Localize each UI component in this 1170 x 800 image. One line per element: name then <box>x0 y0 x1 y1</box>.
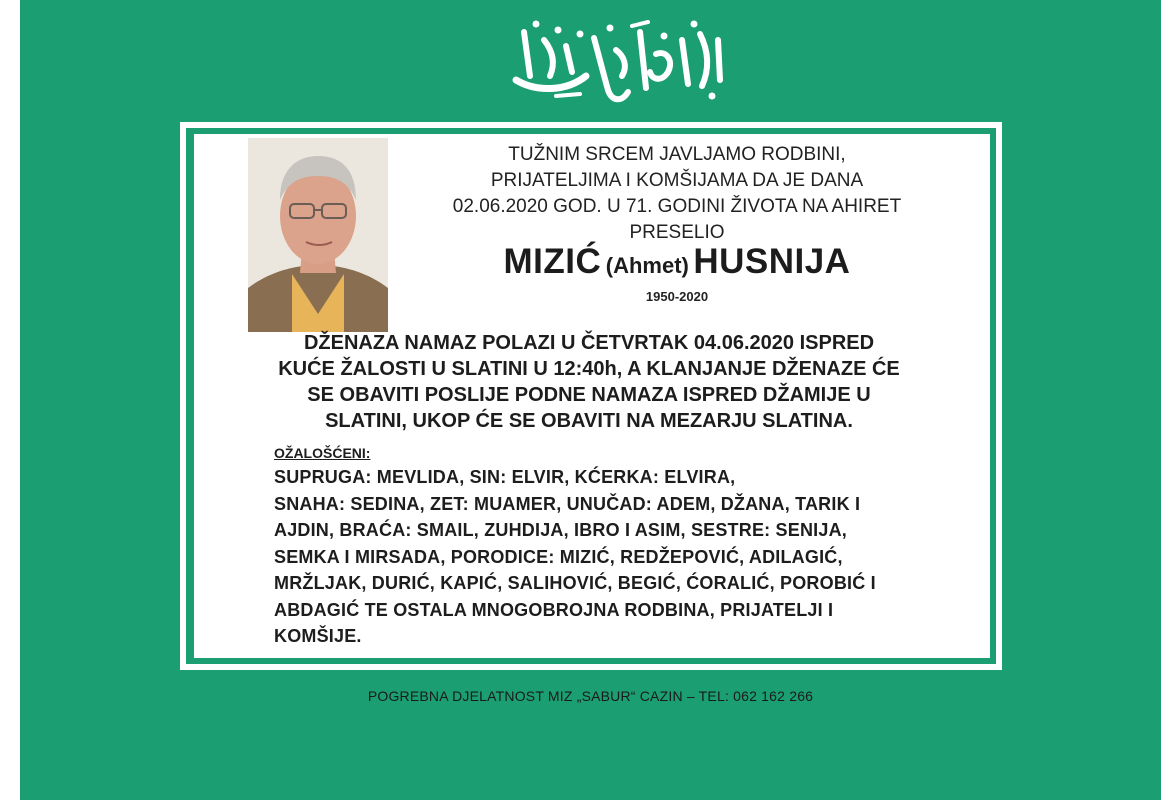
arabic-calligraphy-icon <box>496 10 732 110</box>
mourners-line: KOMŠIJE. <box>274 626 362 646</box>
funeral-line: KUĆE ŽALOSTI U SLATINI U 12:40h, A KLANJANJE DŽENAZE ĆE <box>278 358 900 380</box>
mourners-line: SEMKA I MIRSADA, PORODICE: MIZIĆ, REDŽEPOVIĆ, ADILAGIĆ, <box>274 546 843 567</box>
deceased-portrait-photo <box>248 138 388 332</box>
intro-line: TUŽNIM SRCEM JAVLJAMO RODBINI, <box>508 144 846 165</box>
notice-card <box>194 134 990 658</box>
mourners-line: ABDAGIĆ TE OSTALA MNOGOBROJNA RODBINA, PRIJATELJI I <box>274 599 834 620</box>
intro-line: 02.06.2020 GOD. U 71. GODINI ŽIVOTA NA AHIRET <box>452 196 902 217</box>
deceased-name <box>394 242 960 282</box>
mourners-line: SUPRUGA: MEVLIDA, SIN: ELVIR, KĆERKA: ELVIRA, <box>274 467 736 487</box>
intro-line: PRIJATELJIMA I KOMŠIJAMA DA JE DANA <box>490 170 864 191</box>
mourners-title: OŽALOŠĆENI: <box>274 445 371 461</box>
funeral-line: DŽENAZA NAMAZ POLAZI U ČETVRTAK 04.06.2020 ISPRED <box>303 332 875 354</box>
funeral-line: SLATINI, UKOP ĆE SE OBAVITI NA MEZARJU SLATINA. <box>325 410 853 432</box>
obituary-sheet <box>20 0 1161 800</box>
mourners-list <box>274 464 974 650</box>
life-years: 1950-2020 <box>645 289 709 304</box>
father-name: (Ahmet) <box>605 253 689 278</box>
mourners-line: AJDIN, BRAĆA: SMAIL, ZUHDIJA, IBRO I ASIM, SESTRE: SENIJA, <box>274 520 847 540</box>
mourners-line: MRŽLJAK, DURIĆ, KAPIĆ, SALIHOVIĆ, BEGIĆ, ĆORALIĆ, POROBIĆ I <box>274 573 876 593</box>
funeral-line: SE OBAVITI POSLIJE PODNE NAMAZA ISPRED DŽAMIJE U <box>307 384 871 406</box>
surname: MIZIĆ <box>503 242 602 281</box>
announcement-intro <box>394 142 960 246</box>
first-name: HUSNIJA <box>693 242 851 281</box>
intro-line: PRESELIO <box>629 222 725 243</box>
funeral-details <box>234 330 944 434</box>
mourners-line: SNAHA: SEDINA, ZET: MUAMER, UNUČAD: ADEM, DŽANA, TARIK I <box>274 493 861 514</box>
funeral-service-footer: POGREBNA DJELATNOST MIZ „SABUR“ CAZIN – TEL: 062 162 266 <box>367 688 814 704</box>
